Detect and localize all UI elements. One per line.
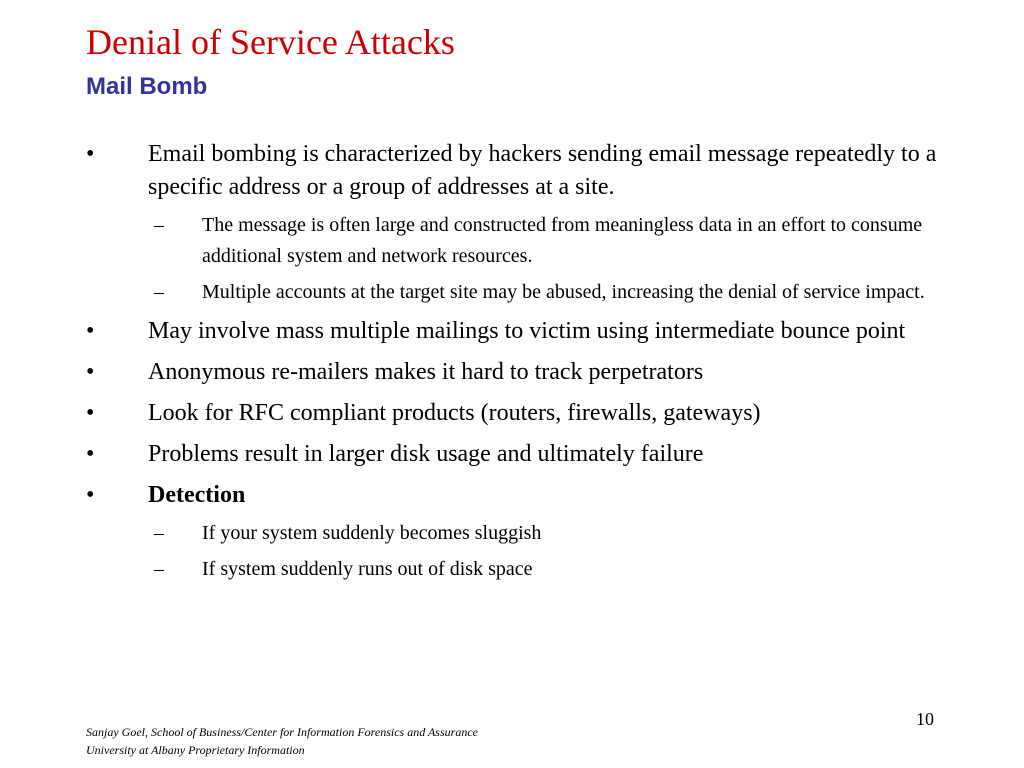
bullet-text: Problems result in larger disk usage and ultimately failure [148,441,704,467]
bullet-marker: • [86,318,95,344]
bullet-item [86,315,986,348]
sub-bullet-text: The message is often large and constructed from meaningless data in an effort to consume additional system and network resources. [202,214,923,267]
sub-bullet-item [86,277,986,308]
bullet-item [86,356,986,389]
bullet-marker: • [86,441,95,467]
bullet-item [86,397,986,430]
bullet-text: Detection [148,482,246,508]
slide-title: Denial of Service Attacks [86,22,455,62]
dash-marker: – [154,558,164,580]
sub-bullet-item [86,518,986,549]
sub-bullet-text: If system suddenly runs out of disk space [202,558,533,580]
sub-bullet-text: Multiple accounts at the target site may be abused, increasing the denial of service impact. [202,281,925,303]
bullet-text: Email bombing is characterized by hackers sending email message repeatedly to a specific address or a group of addresses at a site. [148,141,937,200]
bullet-marker: • [86,141,95,167]
bullet-marker: • [86,482,95,508]
bullet-item [86,138,986,204]
sub-bullet-item [86,554,986,585]
bullet-marker: • [86,359,95,385]
bullet-text: May involve mass multiple mailings to victim using intermediate bounce point [148,318,906,344]
sub-bullet-item [86,210,986,272]
bullet-item-detection [86,479,986,512]
bullet-text: Anonymous re-mailers makes it hard to track perpetrators [148,359,704,385]
dash-marker: – [154,522,164,544]
footer [86,723,478,759]
page-number: 10 [916,709,934,729]
slide-subtitle: Mail Bomb [86,73,208,100]
bullet-marker: • [86,400,95,426]
footer-line: University at Albany Proprietary Information [86,743,305,757]
dash-marker: – [154,281,164,303]
dash-marker: – [154,214,164,236]
bullet-list [86,138,986,592]
footer-line: Sanjay Goel, School of Business/Center for Information Forensics and Assurance [86,725,478,739]
bullet-text: Look for RFC compliant products (routers, firewalls, gateways) [148,400,761,426]
sub-bullet-text: If your system suddenly becomes sluggish [202,522,542,544]
bullet-item [86,438,986,471]
